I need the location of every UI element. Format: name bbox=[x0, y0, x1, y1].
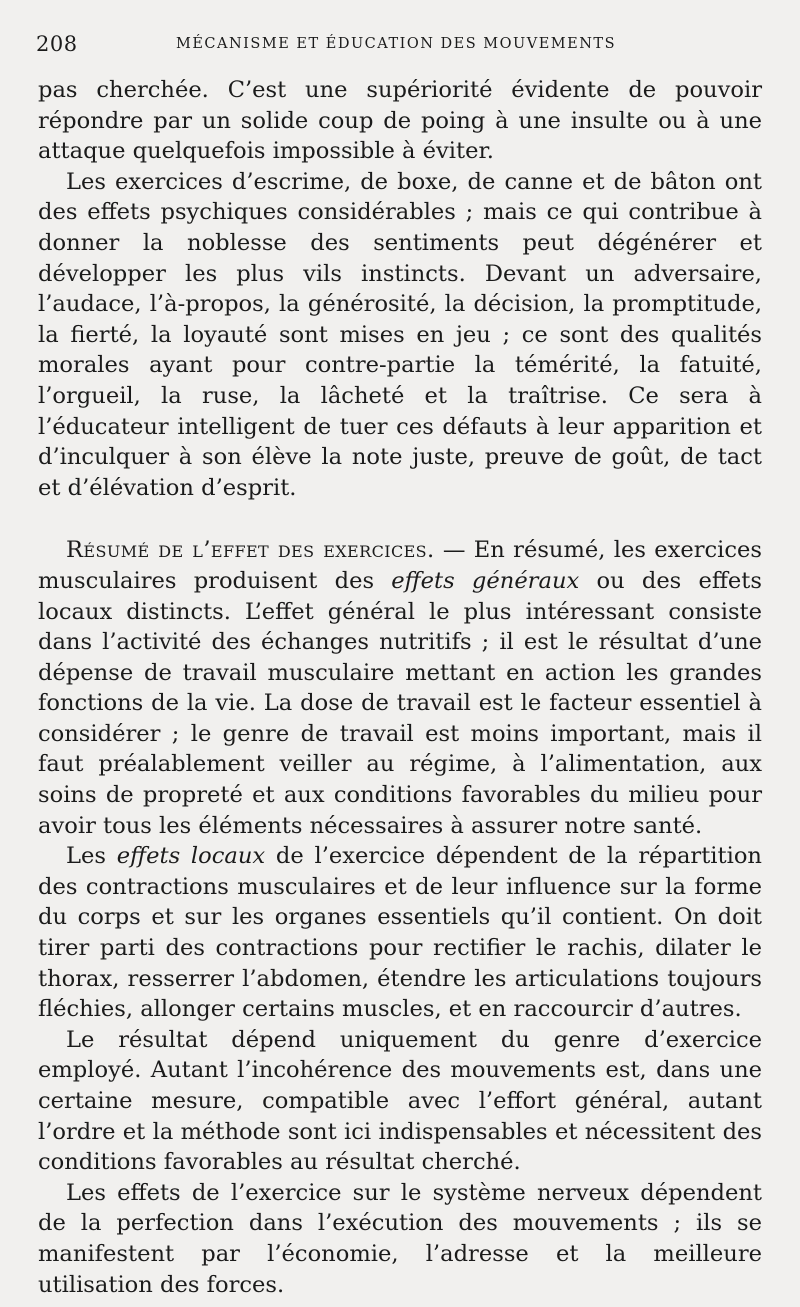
italic-term: effets locaux bbox=[116, 843, 266, 870]
paragraph-systeme-nerveux: Les effets de l’exercice sur le système nerveux dépendent de la perfection dans l’exécution des mouvements ; ils se manifestent par l’économie, l’adresse et la meilleure utilisation des forces. bbox=[38, 1179, 762, 1298]
running-head: MÉCANISME ET ÉDUCATION DES MOUVEMENTS bbox=[176, 36, 617, 52]
page-body bbox=[38, 75, 762, 1300]
text-segment: ou des effets locaux distincts. L’effet général le plus intéressant consiste dans l’activité des échanges nutritifs ; il est le résultat d’une dépense de travail musculaire mettant en action les grandes fonctions de la vie. La dose de travail est le facteur essentiel à considérer ; le genre de travail est moins important, mais il faut préalablement veiller au régime, à l’alimentation, aux soins de propreté et aux conditions favorables du milieu pour avoir tous les éléments nécessaires à assurer notre santé. bbox=[38, 567, 762, 839]
page-number: 208 bbox=[36, 32, 78, 56]
text-segment: — En résumé, les exercices musculaires produisent des bbox=[38, 537, 762, 594]
text-segment: Les bbox=[66, 843, 117, 870]
italic-term: effets généraux bbox=[391, 567, 580, 594]
section-gap bbox=[38, 503, 762, 535]
text-segment: de l’exercice dépendent de la répartition des contractions musculaires et de leur influence sur la forme du corps et sur les organes essentiels qu’il contient. On doit tirer parti des contractions pour rectifier le rachis, dilater le thorax, resserrer l’abdomen, étendre les articulations toujours fléchies, allonger certains muscles, et en raccourcir d’autres. bbox=[38, 843, 762, 1023]
section-heading: Résumé de l’effet des exercices. bbox=[66, 537, 435, 564]
paragraph-resultat: Le résultat dépend uniquement du genre d’exercice employé. Autant l’incohérence des mouvements est, dans une certaine mesure, compatible avec l’effort général, autant l’ordre et la méthode sont ici indispensables et nécessitent des conditions favorables au résultat cherché. bbox=[38, 1026, 762, 1176]
page-header bbox=[36, 30, 764, 60]
paragraph-escrime: Les exercices d’escrime, de boxe, de canne et de bâton ont des effets psychiques considérables ; mais ce qui contribue à donner la noblesse des sentiments peut dégénérer et développer les plus vils instincts. Devant un adversaire, l’audace, l’à-propos, la générosité, la décision, la promptitude, la fierté, la loyauté sont mises en jeu ; ce sont des qualités morales ayant pour contre-partie la témérité, la fatuité, l’orgueil, la ruse, la lâcheté et la traîtrise. Ce sera à l’éducateur intelligent de tuer ces défauts à leur apparition et d’inculquer à son élève la note juste, preuve de goût, de tact et d’élévation d’esprit. bbox=[38, 168, 762, 501]
paragraph-resume bbox=[38, 535, 762, 841]
paragraph-continuation: pas cherchée. C’est une supériorité évidente de pouvoir répondre par un solide coup de poing à une insulte ou à une attaque quelquefois impossible à éviter. bbox=[38, 77, 762, 165]
paragraph-effets-locaux bbox=[38, 841, 762, 1025]
